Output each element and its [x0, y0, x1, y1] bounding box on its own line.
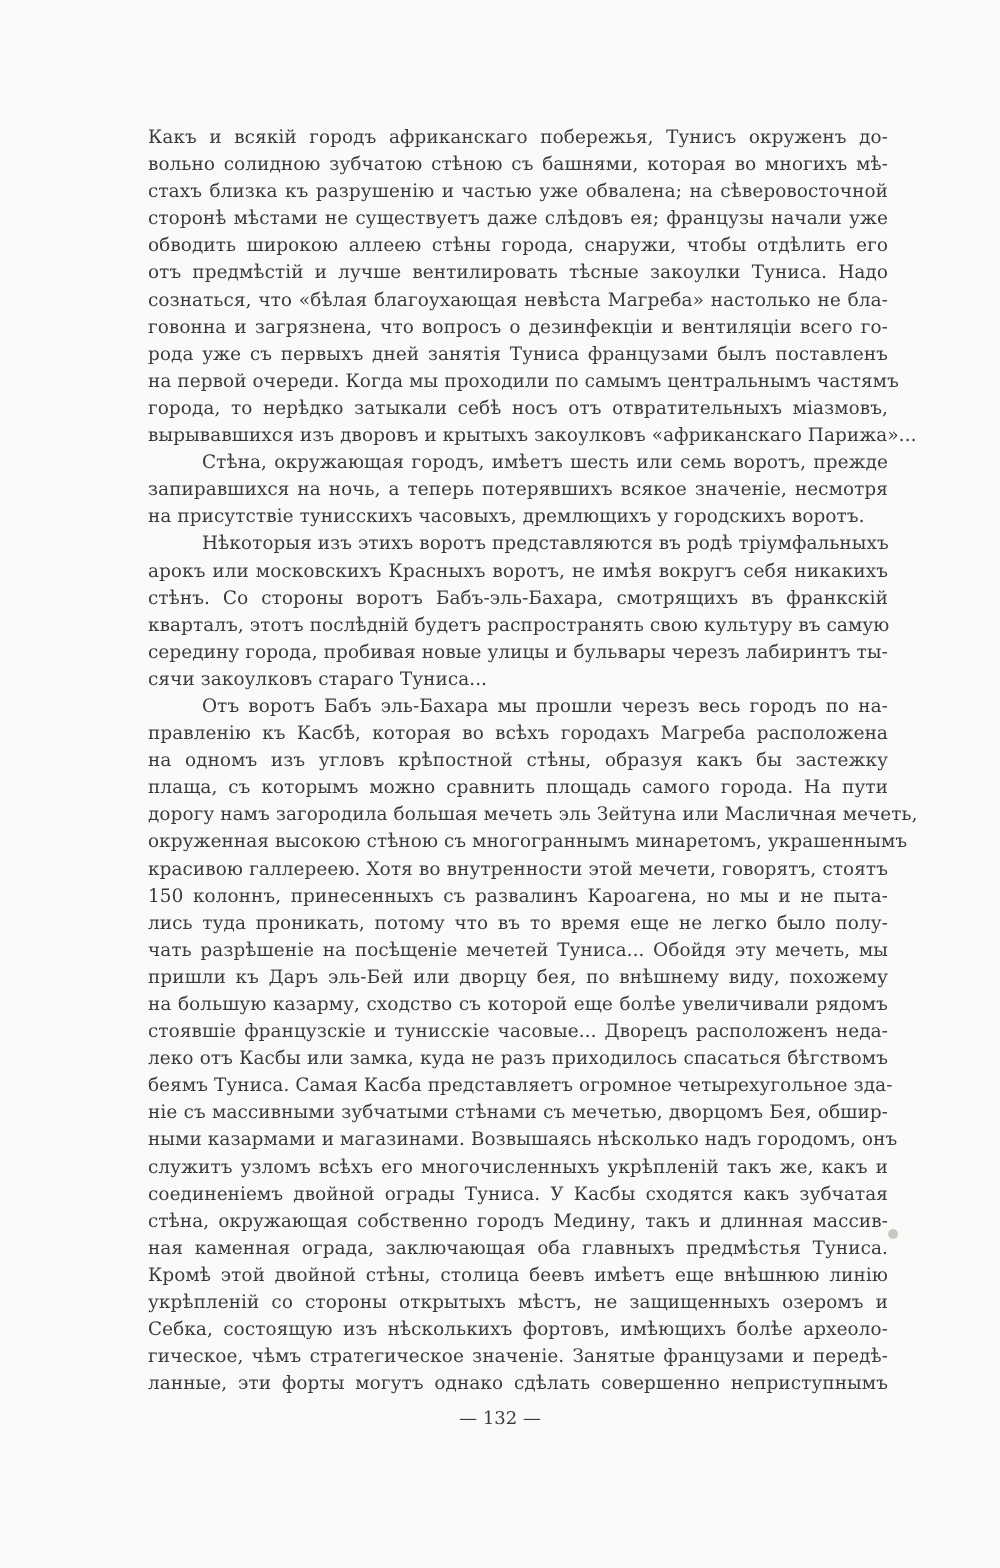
text-line: Кромѣ этой двойной стѣны, столица беевъ имѣетъ еще внѣшнюю линію — [148, 1264, 888, 1286]
text-line: стѣнъ. Со стороны воротъ Бабъ-эль-Бахара, смотрящихъ въ франкскій — [148, 587, 888, 609]
text-line: плаща, съ которымъ можно сравнить площадь самого города. На пути — [148, 777, 888, 799]
text-line: гическое, чѣмъ стратегическое значеніе. Занятые французами и передѣ- — [148, 1346, 888, 1368]
text-line: укрѣпленій со стороны открытыхъ мѣстъ, не защищенныхъ озеромъ и — [148, 1292, 888, 1314]
text-line: Стѣна, окружающая городъ, имѣетъ шесть или семь воротъ, прежде — [202, 452, 888, 474]
text-line: ная каменная ограда, заключающая оба главныхъ предмѣстья Туниса. — [148, 1237, 888, 1259]
text-line: окруженная высокою стѣною съ многограннымъ минаретомъ, украшеннымъ — [148, 831, 908, 853]
text-line: чать разрѣшеніе на посѣщеніе мечетей Туниса... Обойдя эту мечеть, мы — [148, 939, 888, 961]
text-line: стахъ близка къ разрушенію и частью уже обвалена; на сѣверовосточной — [148, 181, 888, 203]
text-line: кварталъ, этотъ послѣдній будетъ распространять свою культуру въ самую — [148, 614, 890, 636]
text-line: на одномъ изъ угловъ крѣпостной стѣны, образуя какъ бы застежку — [148, 750, 888, 772]
text-line: правленію къ Касбѣ, которая во всѣхъ городахъ Магреба расположена — [148, 723, 888, 745]
text-line: говонна и загрязнена, что вопросъ о дезинфекціи и вентиляціи всего го- — [148, 316, 888, 338]
text-line: вольно солидною зубчатою стѣною съ башнями, которая во многихъ мѣ- — [148, 154, 888, 176]
text-line: запиравшихся на ночь, а теперь потерявшихъ всякое значеніе, несмотря — [148, 479, 888, 501]
body-text — [148, 124, 918, 1397]
text-line: Отъ воротъ Бабъ эль-Бахара мы прошли черезъ весь городъ по на- — [202, 695, 888, 717]
page-number: — 132 — — [459, 1408, 541, 1429]
text-line: отъ предмѣстій и лучше вентилировать тѣсные закоулки Туниса. Надо — [148, 262, 888, 284]
text-line: сячи закоулковъ стараго Туниса... — [148, 668, 488, 690]
text-line: рода уже съ первыхъ дней занятія Туниса французами былъ поставленъ — [148, 343, 888, 365]
text-line: вырывавшихся изъ дворовъ и крытыхъ закоулковъ «африканскаго Парижа»... — [148, 425, 917, 447]
text-line: дорогу намъ загородила большая мечеть эль Зейтуна или Масличная мечеть, — [148, 804, 918, 826]
text-line: обводить широкою аллеею стѣны города, снаружи, чтобы отдѣлить его — [148, 235, 888, 257]
text-line: беямъ Туниса. Самая Касба представляетъ огромное четырехугольное зда- — [148, 1075, 893, 1097]
text-line: на большую казарму, сходство съ которой еще болѣе увеличивали рядомъ — [148, 994, 888, 1015]
text-line: стоявшіе французскіе и тунисскіе часовые... Дворецъ расположенъ неда- — [148, 1021, 888, 1043]
text-line: арокъ или московскихъ Красныхъ воротъ, не имѣя вокругъ себя никакихъ — [148, 560, 888, 582]
text-line: служитъ узломъ всѣхъ его многочисленныхъ укрѣпленій такъ же, какъ и — [148, 1156, 888, 1178]
text-line: Какъ и всякій городъ африканскаго побережья, Тунисъ окруженъ до- — [148, 127, 888, 148]
text-line: ніе съ массивными зубчатыми стѣнами съ мечетью, дворцомъ Бея, обшир- — [148, 1102, 888, 1124]
text-line: Себка, состоящую изъ нѣсколькихъ фортовъ, имѣющихъ болѣе археоло- — [148, 1319, 888, 1341]
text-line: пришли къ Даръ эль-Бей или дворцу бея, по внѣшнему виду, похожему — [148, 966, 888, 988]
text-line: середину города, пробивая новые улицы и бульвары черезъ лабиринтъ ты- — [148, 641, 888, 663]
text-line: леко отъ Касбы или замка, куда не разъ приходилось спасаться бѣгствомъ — [148, 1048, 888, 1070]
text-line: лись туда проникать, потому что въ то время еще не легко было полу- — [148, 912, 888, 934]
text-line: 150 колоннъ, принесенныхъ съ развалинъ Кароагена, но мы и не пыта- — [148, 885, 888, 907]
text-line: города, то нерѣдко затыкали себѣ носъ отъ отвратительныхъ міазмовъ, — [148, 397, 888, 419]
text-line: сознаться, что «бѣлая благоухающая невѣста Магреба» настолько не бла- — [148, 289, 888, 311]
text-line: ными казармами и магазинами. Возвышаясь нѣсколько надъ городомъ, онъ — [148, 1129, 898, 1151]
paper-speck — [888, 1229, 898, 1239]
text-line: сторонѣ мѣстами не существуетъ даже слѣдовъ ея; французы начали уже — [148, 208, 888, 230]
text-line: на присутствіе тунисскихъ часовыхъ, дремлющихъ у городскихъ воротъ. — [148, 506, 865, 528]
text-line: на первой очереди. Когда мы проходили по самымъ центральнымъ частямъ — [148, 370, 899, 392]
text-line: Нѣкоторыя изъ этихъ воротъ представляются въ родѣ тріумфальныхъ — [202, 533, 889, 555]
text-line: стѣна, окружающая собственно городъ Медину, такъ и длинная массив- — [148, 1210, 888, 1232]
text-line: ланные, эти форты могутъ однако сдѣлать совершенно неприступнымъ — [148, 1373, 888, 1395]
text-line: красивою галлереею. Хотя во внутренности этой мечети, говорятъ, стоятъ — [148, 858, 888, 880]
text-line: соединеніемъ двойной ограды Туниса. У Касбы сходятся какъ зубчатая — [148, 1183, 888, 1205]
